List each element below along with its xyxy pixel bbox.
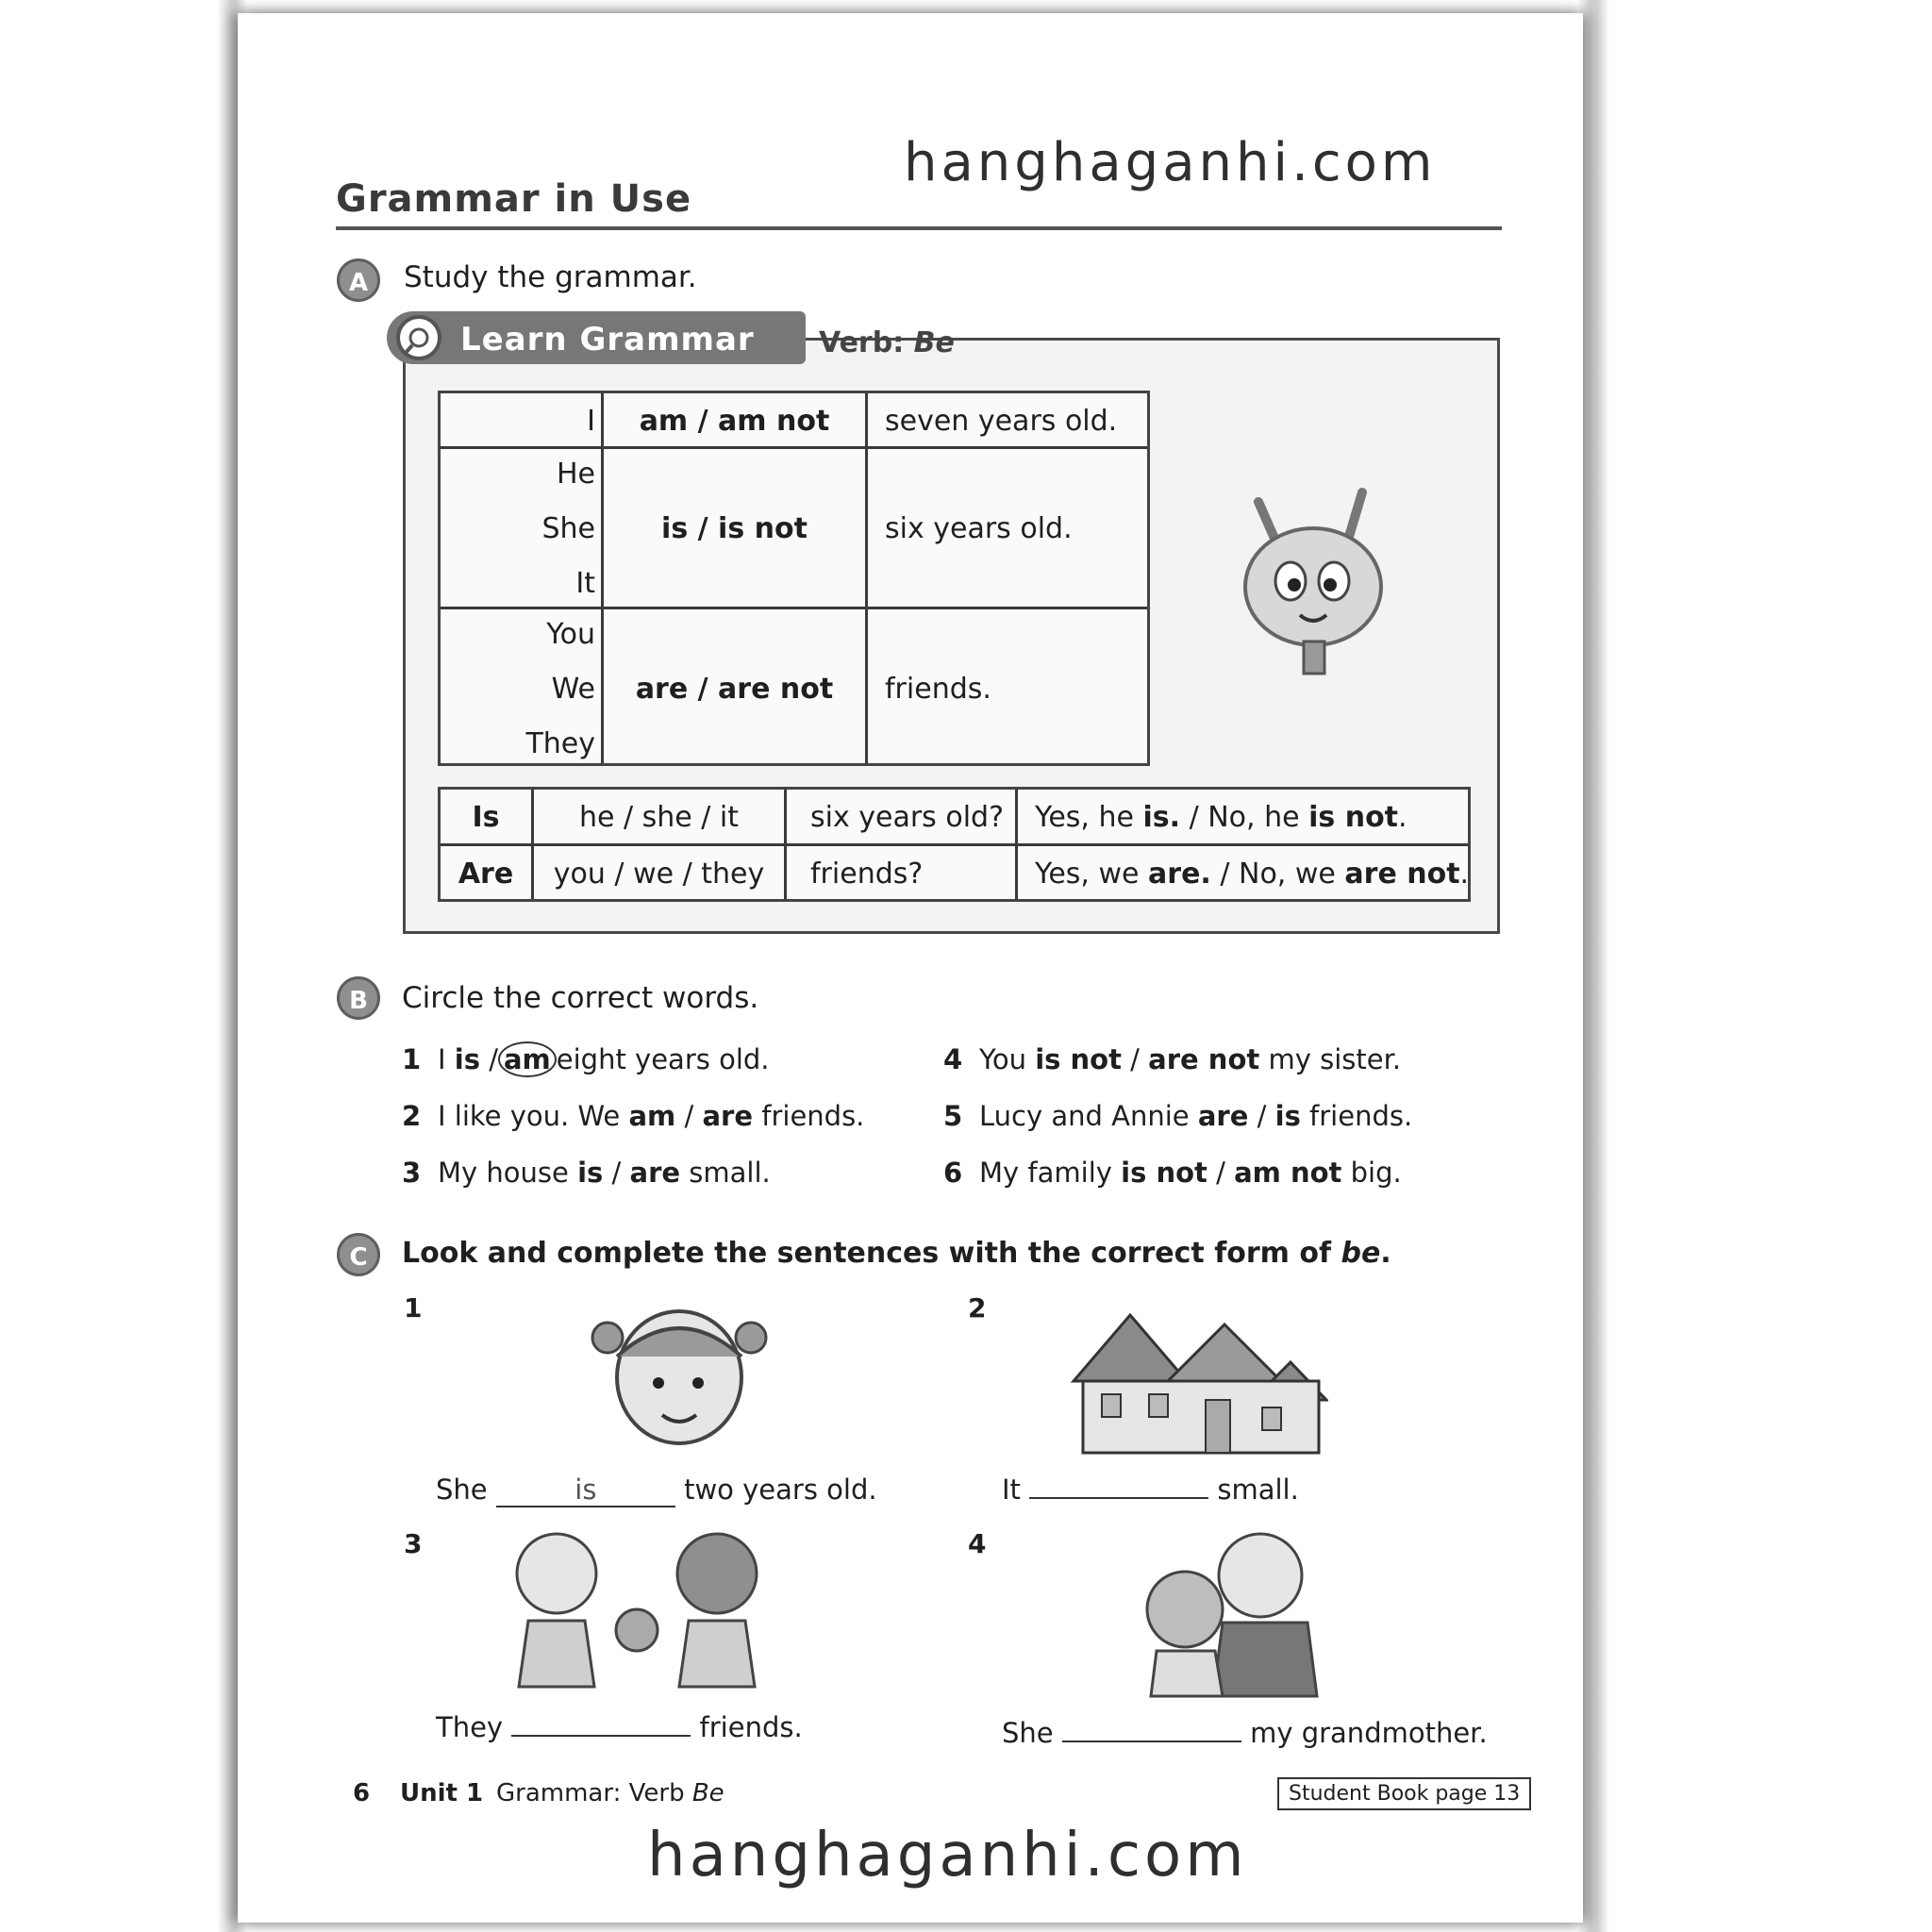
option-2[interactable]: is	[1274, 1100, 1301, 1132]
sentence-2	[1002, 1474, 1299, 1506]
option-2[interactable]: are	[629, 1157, 681, 1189]
verb-am: am / am not	[639, 405, 830, 438]
option-separator: /	[1121, 1043, 1149, 1075]
item-number: 5	[943, 1100, 963, 1132]
answer-part: Yes, we	[1035, 858, 1149, 891]
option-1[interactable]: is	[577, 1157, 604, 1189]
item-text: You	[979, 1043, 1036, 1075]
option-separator: /	[479, 1043, 498, 1075]
q-answer-we	[1035, 858, 1469, 891]
footer-topic-word: Be	[691, 1779, 724, 1807]
grammar-topic-prefix: Verb:	[819, 326, 905, 359]
answer-bold: are not	[1344, 858, 1460, 891]
item-number: 3	[402, 1157, 422, 1189]
page-title: Grammar in Use	[336, 177, 692, 221]
girl-illustration	[585, 1291, 774, 1460]
sentence-text: It	[1002, 1474, 1021, 1506]
answer-bold: is not	[1308, 801, 1399, 834]
house-illustration	[1064, 1296, 1328, 1457]
answer-bold: are.	[1148, 858, 1211, 891]
option-1[interactable]: is not	[1035, 1043, 1122, 1075]
option-1[interactable]: are	[1197, 1100, 1249, 1132]
section-c-badge: C	[337, 1233, 380, 1276]
q-subject-he: he / she / it	[578, 801, 740, 834]
student-book-ref: Student Book page 13	[1277, 1777, 1531, 1810]
list-item	[943, 1043, 1401, 1075]
sentence-text: She	[436, 1474, 488, 1506]
sentence-text: my grandmother.	[1250, 1717, 1488, 1749]
item-text: My house	[438, 1157, 578, 1189]
item-text: Lucy and Annie	[979, 1100, 1198, 1132]
subject-he: He	[556, 458, 595, 491]
answer-blank[interactable]: is	[496, 1474, 675, 1507]
verb-is: is / is not	[661, 512, 808, 545]
option-separator: /	[603, 1157, 630, 1189]
worksheet-page	[238, 13, 1583, 1923]
rabbit-illustration	[1221, 483, 1409, 691]
q-answer-he	[1035, 801, 1407, 834]
item-number: 3	[404, 1528, 423, 1559]
page-number: 6	[353, 1779, 371, 1807]
sentence-text: small.	[1217, 1474, 1299, 1506]
complement-seven: seven years old.	[885, 405, 1118, 438]
q-subject-you: you / we / they	[553, 858, 765, 891]
item-number: 4	[968, 1528, 987, 1559]
q-question-friends: friends?	[810, 858, 924, 891]
answer-part: Yes, he	[1035, 801, 1143, 834]
page-footer	[353, 1779, 724, 1807]
instruction-em: be	[1341, 1237, 1381, 1270]
list-item	[402, 1157, 771, 1189]
grandmother-illustration	[1128, 1528, 1336, 1698]
subject-i: I	[587, 405, 595, 438]
item-number: 6	[943, 1157, 963, 1189]
section-b-instruction: Circle the correct words.	[402, 981, 759, 1015]
list-item	[402, 1043, 770, 1075]
sentence-text: They	[436, 1711, 504, 1743]
q-verb-are: Are	[458, 858, 514, 891]
option-separator: /	[1248, 1100, 1275, 1132]
complement-friends: friends.	[885, 673, 991, 706]
section-a-instruction: Study the grammar.	[404, 260, 697, 294]
sentence-1	[436, 1474, 877, 1507]
watermark-bottom: hanghaganhi.com	[647, 1821, 1248, 1890]
subject-we: We	[551, 673, 595, 706]
item-text: small.	[680, 1157, 771, 1189]
option-separator: /	[675, 1100, 703, 1132]
be-table	[438, 391, 1150, 766]
item-number: 1	[404, 1292, 423, 1324]
option-2-circled[interactable]: am	[498, 1041, 557, 1077]
item-text: My family	[979, 1157, 1122, 1189]
complement-six: six years old.	[885, 512, 1073, 545]
q-verb-is: Is	[472, 801, 500, 834]
answer-blank[interactable]	[1062, 1740, 1241, 1742]
answer-part: / No, we	[1210, 858, 1345, 891]
item-text: I like you. We	[438, 1100, 629, 1132]
subject-you: You	[546, 618, 595, 651]
item-text: I	[438, 1043, 455, 1075]
sentence-3	[436, 1711, 803, 1743]
sentence-text: friends.	[699, 1711, 803, 1743]
verb-are: are / are not	[635, 673, 834, 706]
subject-they: They	[525, 727, 595, 760]
title-rule	[336, 226, 1502, 230]
grammar-topic	[819, 326, 955, 359]
subject-she: She	[541, 512, 595, 545]
item-number: 2	[968, 1292, 987, 1324]
answer-bold: is.	[1142, 801, 1181, 834]
answer-part: .	[1459, 858, 1470, 891]
section-c-instruction	[402, 1237, 1391, 1270]
answer-blank[interactable]	[511, 1735, 691, 1737]
list-item	[943, 1100, 1412, 1132]
item-number: 4	[943, 1043, 963, 1075]
instruction-text: Look and complete the sentences with the correct form of	[402, 1237, 1341, 1270]
question-table	[438, 787, 1471, 902]
unit-label: Unit 1	[400, 1779, 484, 1807]
sentence-text: She	[1002, 1717, 1054, 1749]
footer-topic: Grammar: Verb	[496, 1779, 692, 1807]
item-text: big.	[1341, 1157, 1402, 1189]
item-text: friends.	[1300, 1100, 1413, 1132]
list-item	[402, 1100, 864, 1132]
answer-blank[interactable]	[1029, 1497, 1208, 1499]
option-1[interactable]: am	[628, 1100, 676, 1132]
answer-part: .	[1398, 801, 1407, 834]
sentence-4	[1002, 1717, 1488, 1749]
section-b-badge: B	[337, 976, 380, 1020]
watermark-top: hanghaganhi.com	[904, 132, 1437, 193]
item-text: eight years old.	[556, 1043, 770, 1075]
option-separator: /	[1207, 1157, 1235, 1189]
section-a-badge: A	[337, 258, 380, 302]
option-1[interactable]: is not	[1121, 1157, 1208, 1189]
q-question-six: six years old?	[810, 801, 1005, 834]
option-2[interactable]: am not	[1234, 1157, 1342, 1189]
item-number: 2	[402, 1100, 422, 1132]
list-item	[943, 1157, 1402, 1189]
instruction-text: .	[1380, 1237, 1391, 1270]
learn-grammar-label: Learn Grammar	[460, 321, 755, 358]
answer-part: / No, he	[1180, 801, 1309, 834]
item-text: my sister.	[1259, 1043, 1402, 1075]
item-number: 1	[402, 1043, 422, 1075]
children-ball-illustration	[491, 1526, 792, 1692]
option-2[interactable]: are not	[1148, 1043, 1260, 1075]
sentence-text: two years old.	[684, 1474, 877, 1506]
grammar-topic-word: Be	[913, 326, 955, 359]
item-text: friends.	[753, 1100, 865, 1132]
subject-it: It	[575, 567, 595, 600]
magnifier-icon	[396, 315, 441, 360]
option-1[interactable]: is	[454, 1043, 480, 1075]
option-2[interactable]: are	[702, 1100, 754, 1132]
